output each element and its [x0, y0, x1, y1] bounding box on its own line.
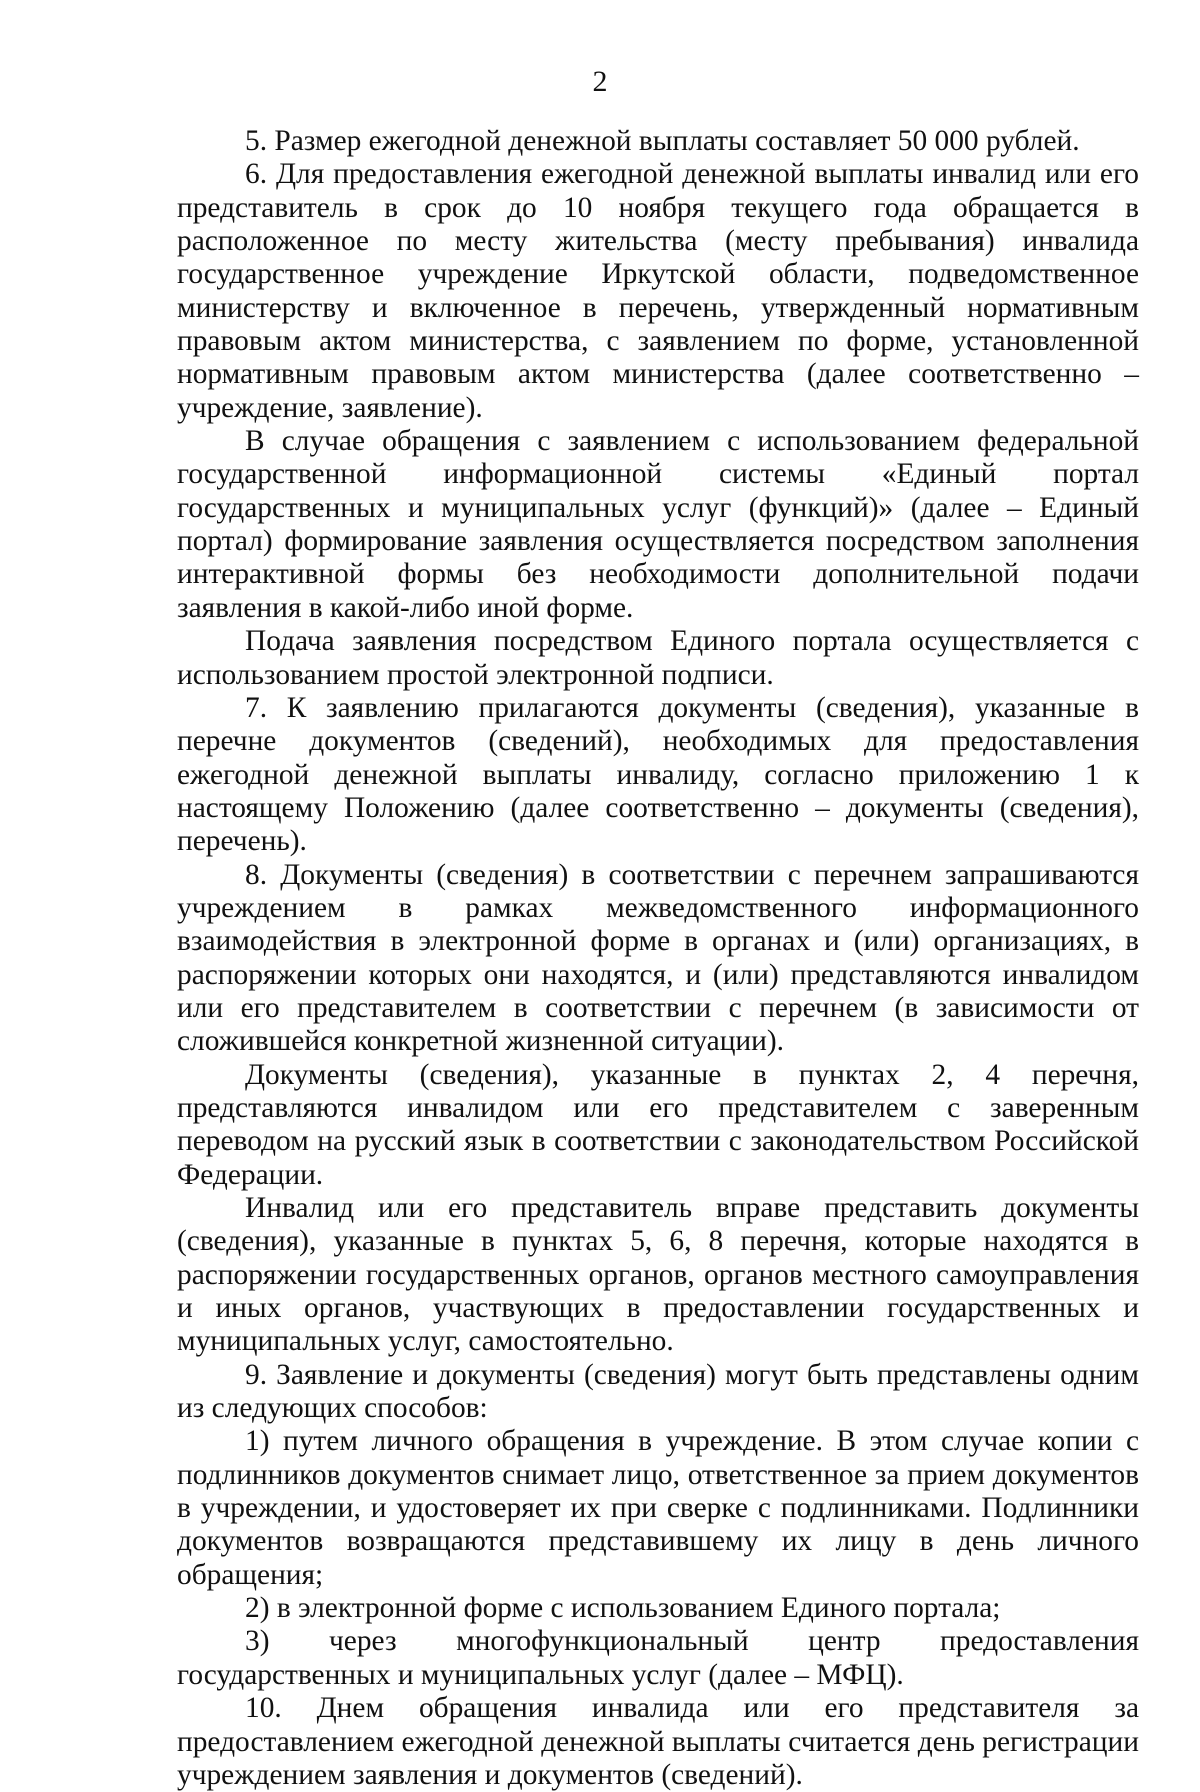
paragraph-item-8: 8. Документы (сведения) в соответствии с перечнем запрашиваются учреждением в рамках межведомственного информационного взаимодействия в электронной форме в органах и (или) организациях, в распоряжении которых они находятся, и (или) представляются инвалидом или его представителем в соответствии с перечнем (в зависимости от сложившейся конкретной жизненной ситуации). [177, 858, 1139, 1058]
paragraph-translation-requirement: Документы (сведения), указанные в пунктах 2, 4 перечня, представляются инвалидом или его представителем с заверенным переводом на русский язык в соответствии с законодательством Российской Федерации. [177, 1058, 1139, 1191]
paragraph-method-electronic: 2) в электронной форме с использованием Единого портала; [245, 1592, 1001, 1625]
paragraph-item-10: 10. Днем обращения инвалида или его представителя за предоставлением ежегодной денежной выплаты считается день регистрации учреждением заявления и документов (сведений). [177, 1692, 1139, 1791]
paragraph-method-personal: 1) путем личного обращения в учреждение. В этом случае копии с подлинников документов снимает лицо, ответственное за прием документов в учреждении, и удостоверяет их при сверке с подлинниками. Подлинники документов возвращаются представившему их лицу в день личного обращения; [177, 1425, 1139, 1591]
paragraph-epgu-application: В случае обращения с заявлением с использованием федеральной государственной информационной системы «Единый портал государственных и муниципальных услуг (функций)» (далее – Единый портал) формирование заявления осуществляется посредством заполнения интерактивной формы без необходимости дополнительной подачи заявления в какой-либо иной форме. [177, 425, 1139, 624]
document-body [177, 125, 1139, 1792]
paragraph-method-mfc: 3) через многофункциональный центр предоставления государственных и муниципальных услуг (далее – МФЦ). [177, 1625, 1139, 1691]
paragraph-item-9: 9. Заявление и документы (сведения) могут быть представлены одним из следующих способов: [177, 1358, 1139, 1425]
paragraph-item-6: 6. Для предоставления ежегодной денежной выплаты инвалид или его представитель в срок до 10 ноября текущего года обращается в расположенное по месту жительства (месту пребывания) инвалида государственное учреждение Иркутской области, подведомственное министерству и включенное в перечень, утвержденный нормативным правовым актом министерства, с заявлением по форме, установленной нормативным правовым актом министерства (далее соответственно – учреждение, заявление). [177, 158, 1139, 424]
paragraph-item-5: 5. Размер ежегодной денежной выплаты составляет 50 000 рублей. [245, 125, 1080, 157]
paragraph-electronic-signature: Подача заявления посредством Единого портала осуществляется с использованием простой электронной подписи. [177, 625, 1139, 691]
paragraph-item-7: 7. К заявлению прилагаются документы (сведения), указанные в перечне документов (сведений), необходимых для предоставления ежегодной денежной выплаты инвалиду, согласно приложению 1 к настоящему Положению (далее соответственно – документы (сведения), перечень). [177, 691, 1139, 858]
page-number: 2 [592, 65, 608, 98]
paragraph-optional-documents: Инвалид или его представитель вправе представить документы (сведения), указанные в пунктах 5, 6, 8 перечня, которые находятся в распоряжении государственных органов, органов местного самоуправления и иных органов, участвующих в предоставлении государственных и муниципальных услуг, самостоятельно. [177, 1192, 1139, 1358]
